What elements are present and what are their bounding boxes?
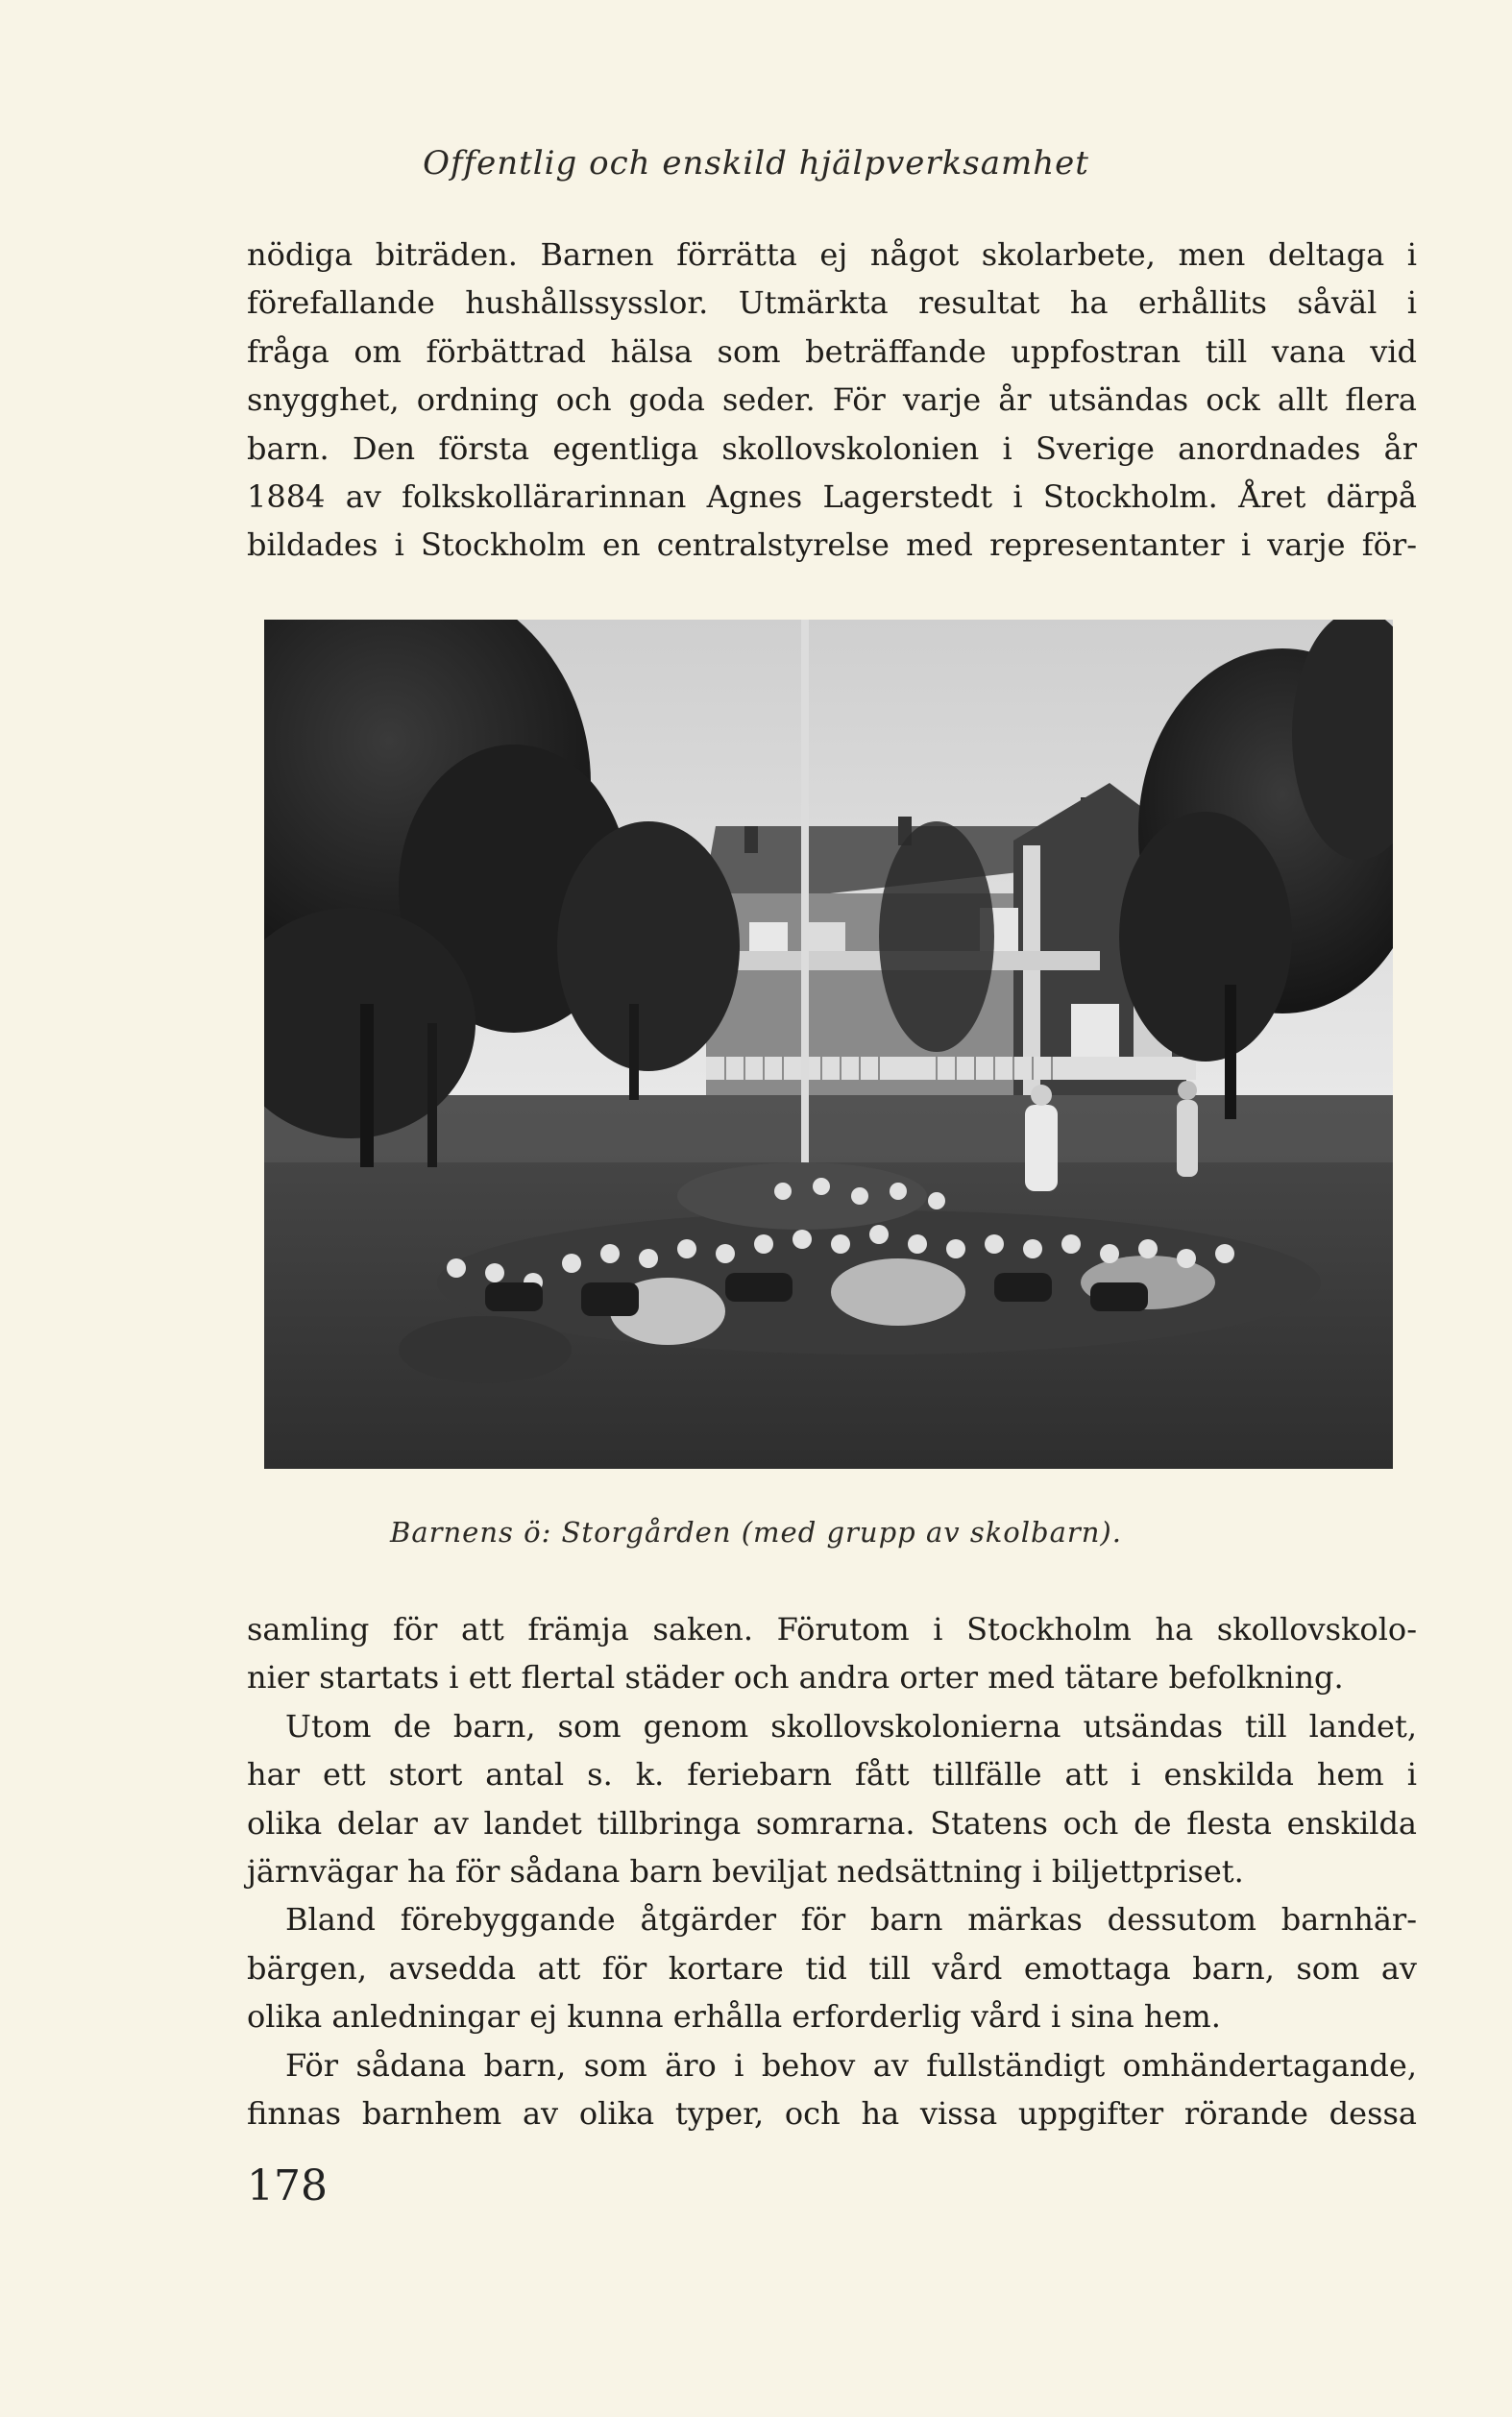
- text-line: olika delar av landet tillbringa somrarna. Statens och de flesta enskilda: [247, 1804, 1417, 1842]
- text-line: bärgen, avsedda att för kortare tid till vård emottaga barn, som av: [247, 1949, 1417, 1987]
- photograph-storgarden: [264, 620, 1393, 1469]
- text-line: barn. Den första egentliga skollovskolonien i Sverige anordnades år: [247, 429, 1417, 467]
- text-line: 1884 av folkskollärarinnan Agnes Lagerstedt i Stockholm. Året därpå: [247, 478, 1417, 516]
- photo-illustration: [264, 620, 1393, 1469]
- page-number: 178: [247, 2161, 328, 2210]
- text-line: Utom de barn, som genom skollovskolonierna utsändas till landet,: [285, 1707, 1417, 1745]
- text-line: har ett stort antal s. k. feriebarn fått tillfälle att i enskilda hem i: [247, 1756, 1417, 1794]
- text-line: järnvägar ha för sådana barn beviljat nedsättning i biljettpriset.: [247, 1853, 1244, 1891]
- paragraph-bottom: [247, 1605, 1417, 2137]
- text-line: bildades i Stockholm en centralstyrelse med representanter i varje för-: [247, 526, 1417, 564]
- text-line: samling för att främja saken. Förutom i Stockholm ha skollovskolo-: [247, 1611, 1417, 1648]
- paragraph-top: [247, 231, 1417, 570]
- figure-caption: Barnens ö: Storgården (med grupp av skolbarn).: [390, 1516, 1122, 1549]
- running-head: Offentlig och enskild hjälpverksamhet: [423, 144, 1089, 183]
- text-line: förefallande hushållssysslor. Utmärkta resultat ha erhållits såväl i: [247, 284, 1417, 322]
- text-line: finnas barnhem av olika typer, och ha vissa uppgifter rörande dessa: [247, 2095, 1417, 2133]
- text-line: Bland förebyggande åtgärder för barn märkas dessutom barnhär-: [285, 1901, 1417, 1939]
- text-line: nödiga biträden. Barnen förrätta ej något skolarbete, men deltaga i: [247, 236, 1417, 273]
- text-line: För sådana barn, som äro i behov av fullständigt omhändertagande,: [285, 2046, 1417, 2084]
- text-line: snygghet, ordning och goda seder. För varje år utsändas ock allt flera: [247, 381, 1417, 419]
- text-line: olika anledningar ej kunna erhålla erforderlig vård i sina hem.: [247, 1998, 1221, 2036]
- text-line: fråga om förbättrad hälsa som beträffande uppfostran till vana vid: [247, 332, 1417, 370]
- text-line: nier startats i ett flertal städer och andra orter med tätare befolkning.: [247, 1659, 1344, 1697]
